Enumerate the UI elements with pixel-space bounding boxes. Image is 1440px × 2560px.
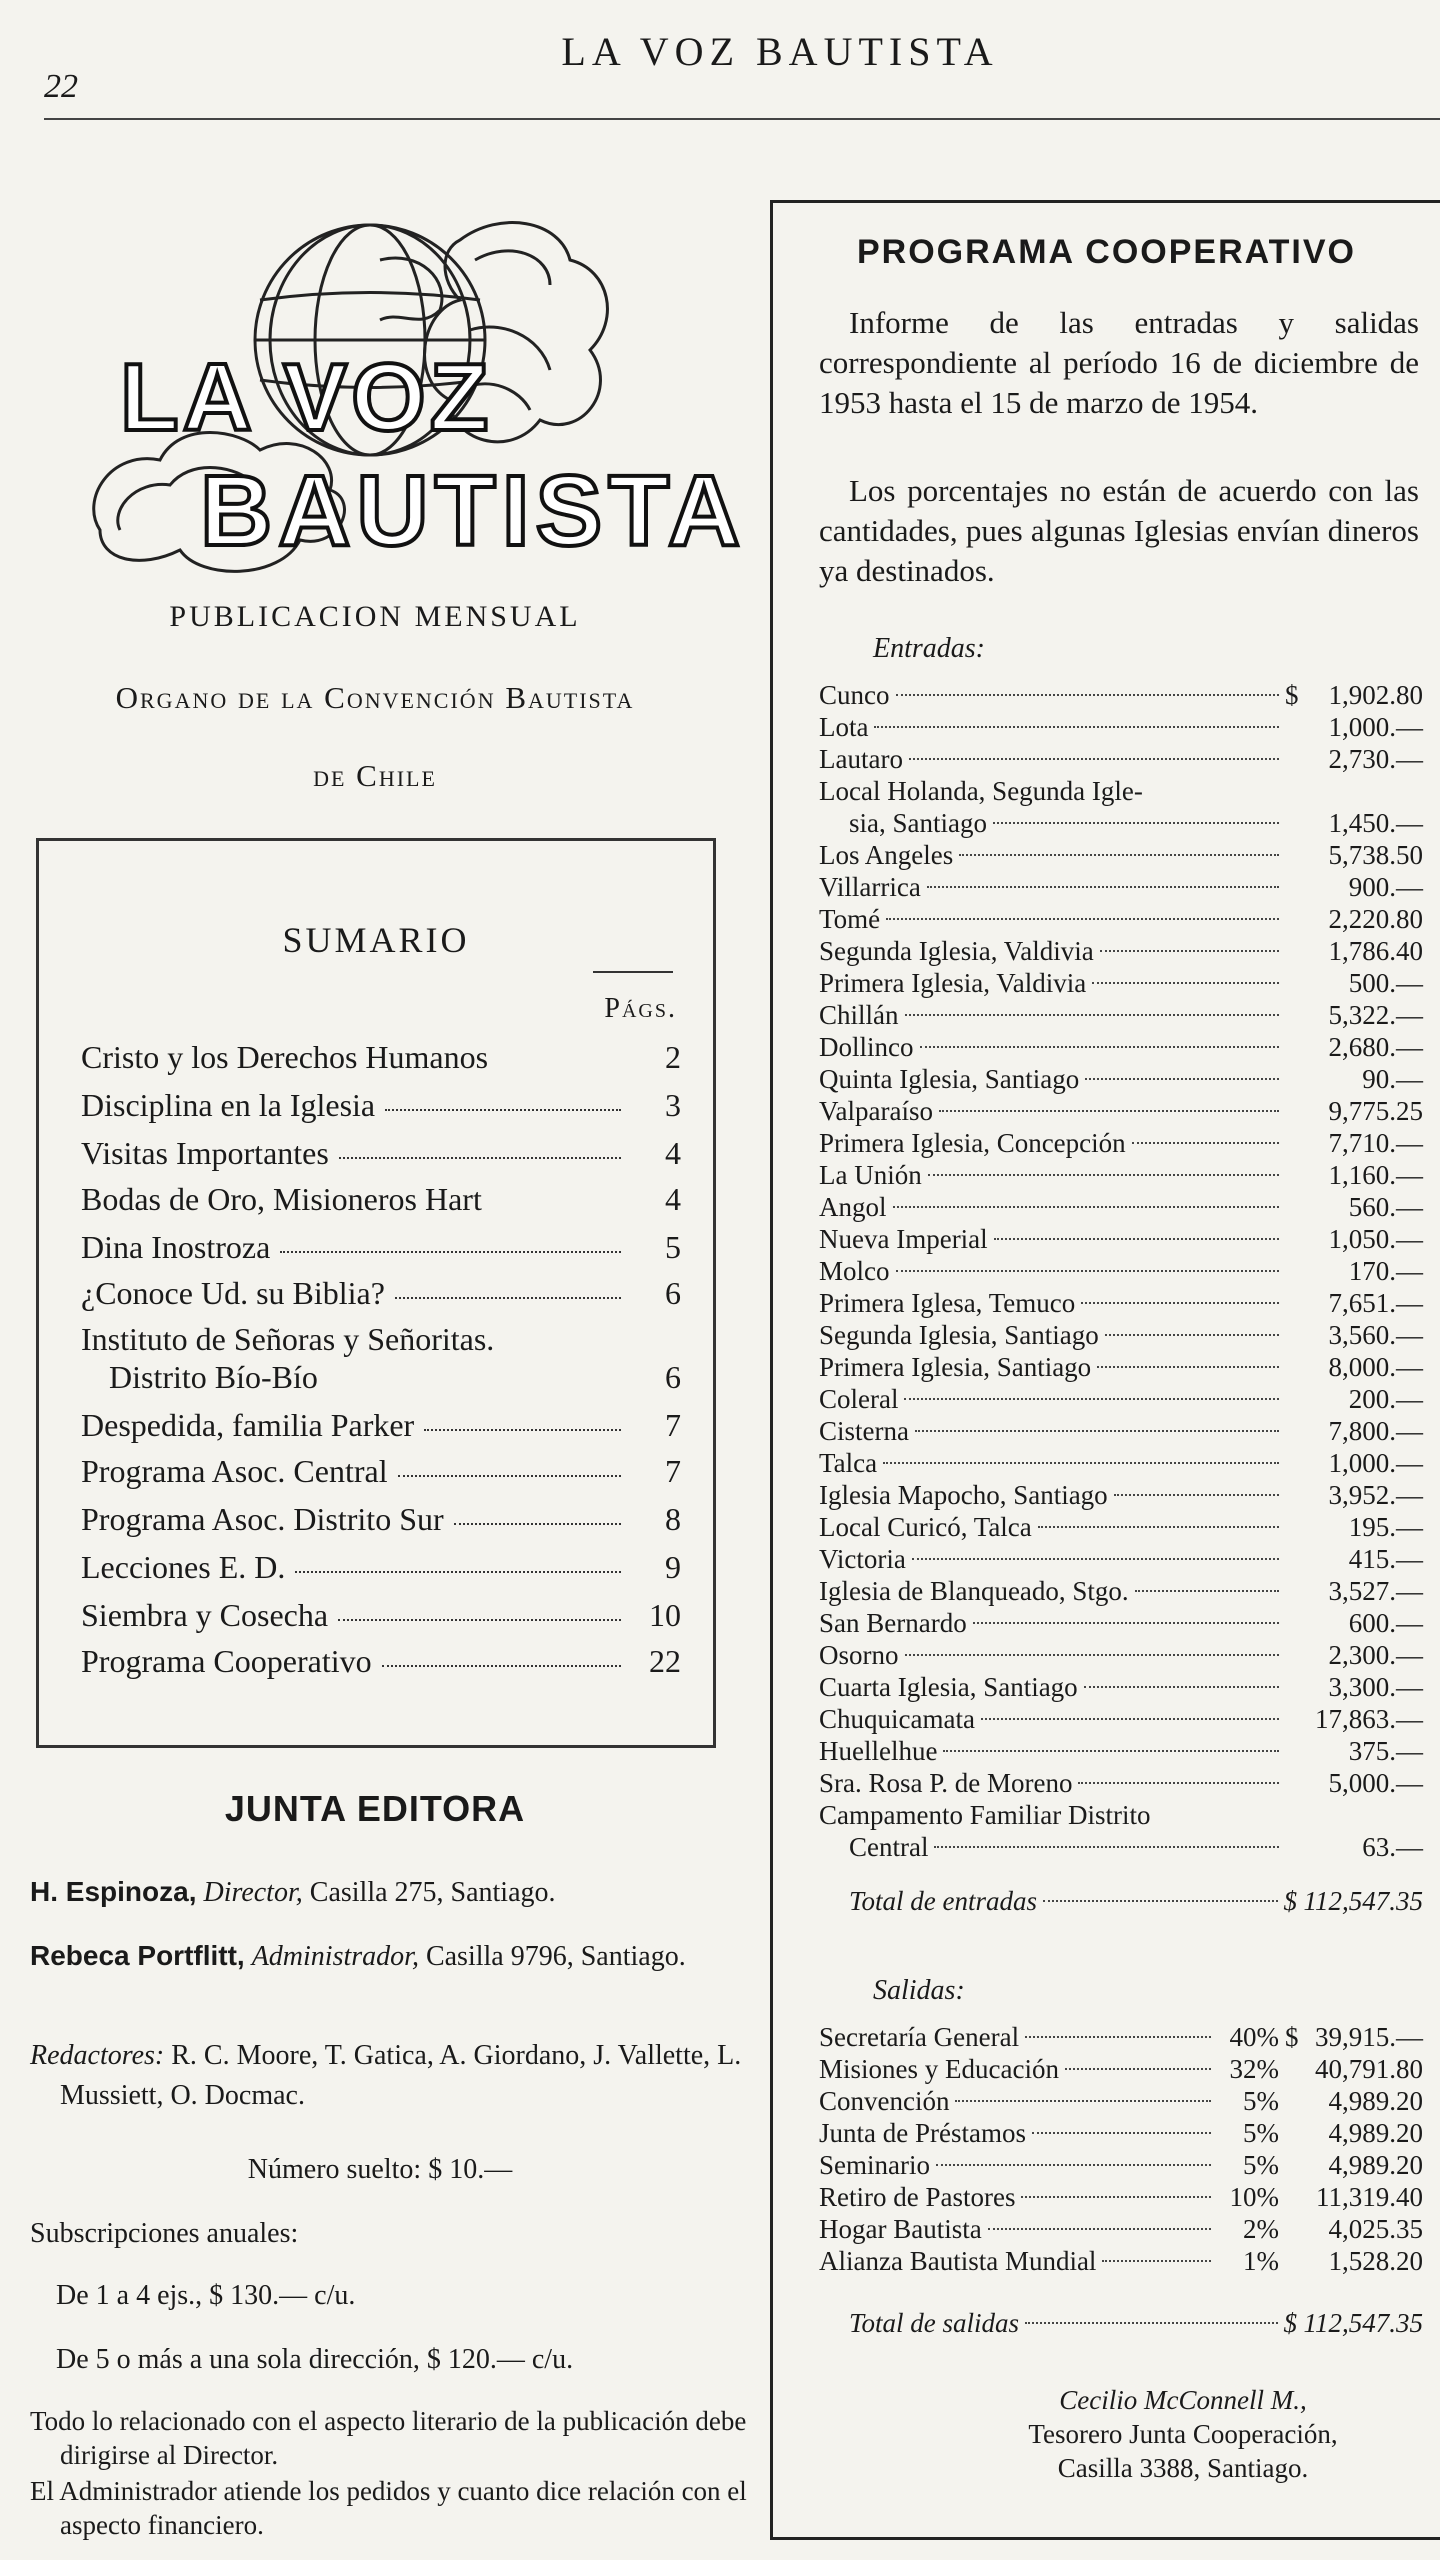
row-label: Primera Iglesia, Valdivia bbox=[819, 968, 1087, 998]
entrada-row bbox=[819, 1191, 1423, 1223]
row-amount: 195.— bbox=[1348, 1512, 1423, 1542]
row-amount: 1,902.80 bbox=[1328, 680, 1423, 710]
signature-title: Tesorero Junta Cooperación, bbox=[1028, 2419, 1338, 2449]
row-amount: 7,800.— bbox=[1328, 1416, 1423, 1446]
publication-organ: Organo de la Convención Bautista bbox=[115, 680, 635, 715]
row-amount: 4,025.35 bbox=[1328, 2214, 1423, 2244]
row-amount: 500.— bbox=[1348, 968, 1423, 998]
row-amount: 5,322.— bbox=[1328, 1000, 1423, 1030]
row-amount: 560.— bbox=[1348, 1192, 1423, 1222]
entrada-row bbox=[819, 1575, 1423, 1607]
salida-row bbox=[819, 2053, 1423, 2085]
leader-dots bbox=[1084, 1686, 1279, 1688]
leader-dots bbox=[896, 1270, 1280, 1272]
row-label: Central bbox=[849, 1832, 929, 1862]
row-label: Junta de Préstamos bbox=[819, 2118, 1026, 2148]
row-label: Lautaro bbox=[819, 744, 903, 774]
row-label: sia, Santiago bbox=[849, 808, 987, 838]
entrada-row bbox=[819, 1735, 1423, 1767]
leader-dots bbox=[1135, 1590, 1279, 1592]
row-label: Coleral bbox=[819, 1384, 899, 1414]
row-amount: 4,989.20 bbox=[1328, 2118, 1423, 2148]
leader-dots bbox=[973, 1622, 1279, 1624]
row-amount: 3,300.— bbox=[1328, 1672, 1423, 1702]
leader-dots bbox=[1092, 982, 1279, 984]
row-label: Quinta Iglesia, Santiago bbox=[819, 1064, 1080, 1094]
row-amount: 112,547.35 bbox=[1303, 1886, 1423, 1916]
note-literario: Todo lo relacionado con el aspecto literario de la publicación debe dirigirse al Director. bbox=[30, 2406, 747, 2470]
row-amount: 3,527.— bbox=[1328, 1576, 1423, 1606]
row-amount: 1,160.— bbox=[1328, 1160, 1423, 1190]
leader-dots bbox=[934, 1846, 1279, 1848]
salida-row bbox=[819, 2021, 1423, 2053]
row-currency: $ bbox=[1285, 680, 1299, 710]
row-amount: 170.— bbox=[1348, 1256, 1423, 1286]
row-percent: 32% bbox=[1229, 2054, 1279, 2084]
leader-dots bbox=[1081, 1302, 1279, 1304]
row-label: San Bernardo bbox=[819, 1608, 967, 1638]
salida-row bbox=[819, 2085, 1423, 2117]
entrada-row bbox=[819, 999, 1423, 1031]
total-salidas-row bbox=[849, 2307, 1423, 2339]
leader-dots bbox=[883, 1462, 1279, 1464]
row-label: Segunda Iglesia, Valdivia bbox=[819, 936, 1094, 966]
entrada-row bbox=[819, 1767, 1423, 1799]
toc-item: Siembra y Cosecha 10 bbox=[81, 1597, 681, 1633]
salida-row bbox=[819, 2213, 1423, 2245]
leader-dots bbox=[981, 1718, 1279, 1720]
subscription-rate-1: De 1 a 4 ejs., $ 130.— c/u. bbox=[56, 2280, 356, 2311]
entrada-row bbox=[819, 1319, 1423, 1351]
note-administrador: El Administrador atiende los pedidos y cuanto dice relación con el aspecto financiero. bbox=[30, 2476, 747, 2540]
entrada-row bbox=[819, 1287, 1423, 1319]
row-label: Molco bbox=[819, 1256, 890, 1286]
row-currency: $ bbox=[1283, 1886, 1297, 1916]
running-head: LA VOZ BAUTISTA bbox=[561, 29, 999, 74]
row-label: Angol bbox=[819, 1192, 887, 1222]
row-label: Cisterna bbox=[819, 1416, 909, 1446]
row-amount: 600.— bbox=[1348, 1608, 1423, 1638]
sumario-title: SUMARIO bbox=[282, 920, 470, 960]
leader-dots bbox=[1043, 1900, 1277, 1902]
row-label: Convención bbox=[819, 2086, 950, 2116]
junta-editora-title: JUNTA EDITORA bbox=[224, 1788, 526, 1829]
entrada-row bbox=[819, 871, 1423, 903]
leader-dots bbox=[943, 1750, 1279, 1752]
row-amount: 63.— bbox=[1362, 1832, 1423, 1862]
leader-dots bbox=[896, 694, 1280, 696]
administrador-line: Rebeca Portflitt, Administrador, Casilla 9796, Santiago. bbox=[30, 1940, 686, 1972]
row-amount: 112,547.35 bbox=[1303, 2308, 1423, 2338]
entrada-row bbox=[819, 967, 1423, 999]
row-amount: 4,989.20 bbox=[1328, 2086, 1423, 2116]
entrada-row bbox=[819, 1031, 1423, 1063]
entrada-row: Campamento Familiar Distrito bbox=[819, 1800, 1151, 1830]
row-label: Huellelhue bbox=[819, 1736, 938, 1766]
toc-item: Lecciones E. D. 9 bbox=[81, 1549, 681, 1585]
entrada-row-continuation bbox=[849, 807, 1423, 839]
leader-dots bbox=[893, 1206, 1280, 1208]
row-percent: 10% bbox=[1229, 2182, 1279, 2212]
row-amount: 1,000.— bbox=[1328, 712, 1423, 742]
toc-item: ¿Conoce Ud. su Biblia? 6 bbox=[81, 1275, 681, 1311]
row-label: Dollinco bbox=[819, 1032, 914, 1062]
leader-dots bbox=[920, 1046, 1280, 1048]
salida-row bbox=[819, 2117, 1423, 2149]
leader-dots bbox=[1025, 2036, 1211, 2038]
leader-dots bbox=[1078, 1782, 1279, 1784]
programa-intro: Informe de las entradas y salidas correspondiente al período 16 de diciembre de 1953 hasta el 15 de marzo de 1954. bbox=[819, 305, 1419, 420]
row-amount: 5,000.— bbox=[1328, 1768, 1423, 1798]
row-amount: 2,220.80 bbox=[1328, 904, 1423, 934]
entrada-row: Local Holanda, Segunda Igle- bbox=[819, 776, 1143, 806]
leader-dots bbox=[1065, 2068, 1211, 2070]
entrada-row bbox=[819, 1703, 1423, 1735]
salida-row bbox=[819, 2245, 1423, 2277]
row-percent: 5% bbox=[1243, 2086, 1279, 2116]
row-label: Los Angeles bbox=[819, 840, 954, 870]
row-percent: 5% bbox=[1243, 2150, 1279, 2180]
leader-dots bbox=[927, 886, 1279, 888]
row-label: Valparaíso bbox=[819, 1096, 933, 1126]
row-label: Iglesia Mapocho, Santiago bbox=[819, 1480, 1108, 1510]
row-amount: 2,680.— bbox=[1328, 1032, 1423, 1062]
row-amount: 3,952.— bbox=[1328, 1480, 1423, 1510]
row-amount: 7,651.— bbox=[1328, 1288, 1423, 1318]
leader-dots bbox=[886, 918, 1279, 920]
row-amount: 8,000.— bbox=[1328, 1352, 1423, 1382]
toc-item: Instituto de Señoras y Señoritas. bbox=[81, 1321, 495, 1357]
salida-row bbox=[819, 2181, 1423, 2213]
row-label: Misiones y Educación bbox=[819, 2054, 1059, 2084]
row-amount: 375.— bbox=[1348, 1736, 1423, 1766]
director-line: H. Espinoza, Director, Casilla 275, Santiago. bbox=[30, 1876, 556, 1908]
entrada-row bbox=[819, 1671, 1423, 1703]
sumario-box bbox=[36, 838, 716, 1748]
salida-row bbox=[819, 2149, 1423, 2181]
row-label: Local Curicó, Talca bbox=[819, 1512, 1032, 1542]
row-currency: $ bbox=[1285, 2022, 1299, 2052]
row-amount: 11,319.40 bbox=[1316, 2182, 1423, 2212]
entrada-row bbox=[819, 1127, 1423, 1159]
row-label: Sra. Rosa P. de Moreno bbox=[819, 1768, 1073, 1798]
toc-item: Disciplina en la Iglesia 3 bbox=[81, 1087, 681, 1123]
row-label: Villarrica bbox=[819, 872, 921, 902]
row-label: Segunda Iglesia, Santiago bbox=[819, 1320, 1099, 1350]
leader-dots bbox=[1105, 1334, 1279, 1336]
leader-dots bbox=[994, 1238, 1279, 1240]
row-amount: 2,300.— bbox=[1328, 1640, 1423, 1670]
leader-dots bbox=[988, 2228, 1211, 2230]
programa-cooperativo-box bbox=[770, 200, 1440, 2540]
entrada-row bbox=[819, 1383, 1423, 1415]
row-label: Secretaría General bbox=[819, 2022, 1020, 2052]
programa-title: PROGRAMA COOPERATIVO bbox=[856, 233, 1357, 271]
leader-dots bbox=[905, 1654, 1280, 1656]
redactores-line: Redactores: R. C. Moore, T. Gatica, A. Giordano, J. Vallette, L. Mussiett, O. Docmac. bbox=[30, 2040, 742, 2111]
entradas-heading: Entradas: bbox=[873, 633, 985, 664]
header-rule bbox=[44, 118, 1440, 120]
entrada-row bbox=[819, 1063, 1423, 1095]
row-amount: 7,710.— bbox=[1328, 1128, 1423, 1158]
leader-dots bbox=[1025, 2322, 1277, 2324]
toc-item: Bodas de Oro, Misioneros Hart 4 bbox=[81, 1181, 681, 1217]
row-amount: 200.— bbox=[1348, 1384, 1423, 1414]
entrada-row bbox=[819, 1447, 1423, 1479]
row-percent: 2% bbox=[1243, 2214, 1279, 2244]
entrada-row bbox=[819, 1255, 1423, 1287]
entrada-row bbox=[819, 679, 1423, 711]
toc-item: Programa Asoc. Distrito Sur 8 bbox=[81, 1501, 681, 1537]
row-label: Tomé bbox=[819, 904, 881, 934]
row-label: Nueva Imperial bbox=[819, 1224, 988, 1254]
sumario-rule bbox=[593, 971, 673, 973]
salidas-heading: Salidas: bbox=[873, 1975, 965, 2006]
entrada-row bbox=[819, 1415, 1423, 1447]
entrada-row bbox=[819, 1479, 1423, 1511]
masthead-logo bbox=[80, 200, 747, 620]
row-percent: 40% bbox=[1229, 2022, 1279, 2052]
row-amount: 1,528.20 bbox=[1328, 2246, 1423, 2276]
entrada-row bbox=[819, 1639, 1423, 1671]
leader-dots bbox=[874, 726, 1279, 728]
row-label: Chillán bbox=[819, 1000, 899, 1030]
toc-item: Programa Cooperativo 22 bbox=[81, 1643, 681, 1679]
row-label: Total de salidas bbox=[849, 2308, 1020, 2338]
entrada-row bbox=[819, 1223, 1423, 1255]
entrada-row bbox=[819, 1511, 1423, 1543]
row-amount: 3,560.— bbox=[1328, 1320, 1423, 1350]
row-label: Cunco bbox=[819, 680, 890, 710]
row-label: Cuarta Iglesia, Santiago bbox=[819, 1672, 1078, 1702]
signature-address: Casilla 3388, Santiago. bbox=[1057, 2453, 1309, 2483]
row-amount: 17,863.— bbox=[1315, 1704, 1423, 1734]
leader-dots bbox=[904, 1398, 1279, 1400]
leader-dots bbox=[1032, 2132, 1211, 2134]
row-label: Chuquicamata bbox=[819, 1704, 975, 1734]
row-percent: 1% bbox=[1243, 2246, 1279, 2276]
row-amount: 1,450.— bbox=[1328, 808, 1423, 838]
leader-dots bbox=[1102, 2260, 1211, 2262]
row-label: Hogar Bautista bbox=[819, 2214, 982, 2244]
signature-name: Cecilio McConnell M., bbox=[1059, 2385, 1307, 2415]
subscription-rate-2: De 5 o más a una sola dirección, $ 120.— c/u. bbox=[56, 2344, 574, 2375]
entrada-row bbox=[819, 1159, 1423, 1191]
row-currency: $ bbox=[1283, 2308, 1297, 2338]
leader-dots bbox=[993, 822, 1279, 824]
entrada-row bbox=[819, 1543, 1423, 1575]
leader-dots bbox=[912, 1558, 1279, 1560]
row-amount: 4,989.20 bbox=[1328, 2150, 1423, 2180]
page-number: 22 bbox=[44, 68, 78, 105]
row-label: Total de entradas bbox=[849, 1886, 1038, 1916]
row-amount: 40,791.80 bbox=[1315, 2054, 1423, 2084]
leader-dots bbox=[1132, 1142, 1279, 1144]
leader-dots bbox=[909, 758, 1279, 760]
svg-text:BAUTISTA: BAUTISTA bbox=[200, 455, 747, 567]
entrada-row bbox=[819, 839, 1423, 871]
row-amount: 900.— bbox=[1348, 872, 1423, 902]
entrada-row bbox=[819, 935, 1423, 967]
row-label: Primera Iglesa, Temuco bbox=[819, 1288, 1076, 1318]
row-amount: 415.— bbox=[1348, 1544, 1423, 1574]
row-label: Lota bbox=[819, 712, 869, 742]
row-label: Retiro de Pastores bbox=[819, 2182, 1016, 2212]
total-entradas-row bbox=[849, 1885, 1423, 1917]
row-label: Seminario bbox=[819, 2150, 930, 2180]
row-amount: 5,738.50 bbox=[1328, 840, 1423, 870]
row-label: Osorno bbox=[819, 1640, 899, 1670]
subscriptions-label: Subscripciones anuales: bbox=[30, 2218, 299, 2249]
row-amount: 1,000.— bbox=[1328, 1448, 1423, 1478]
entrada-row bbox=[819, 1095, 1423, 1127]
leader-dots bbox=[959, 854, 1279, 856]
publication-frequency: PUBLICACION MENSUAL bbox=[169, 600, 581, 633]
leader-dots bbox=[955, 2100, 1211, 2102]
leader-dots bbox=[1114, 1494, 1279, 1496]
entrada-row bbox=[819, 1351, 1423, 1383]
entrada-row bbox=[819, 1607, 1423, 1639]
row-amount: 39,915.— bbox=[1315, 2022, 1423, 2052]
entrada-row bbox=[819, 711, 1423, 743]
row-label: Talca bbox=[819, 1448, 878, 1478]
entrada-row bbox=[819, 903, 1423, 935]
svg-text:LA VOZ: LA VOZ bbox=[120, 344, 493, 451]
numero-suelto: Número suelto: $ 10.— bbox=[247, 2154, 513, 2185]
leader-dots bbox=[905, 1014, 1280, 1016]
row-label: Iglesia de Blanqueado, Stgo. bbox=[819, 1576, 1129, 1606]
row-amount: 9,775.25 bbox=[1328, 1096, 1423, 1126]
leader-dots bbox=[936, 2164, 1211, 2166]
leader-dots bbox=[1085, 1078, 1279, 1080]
publication-country: de Chile bbox=[313, 758, 437, 793]
leader-dots bbox=[928, 1174, 1279, 1176]
leader-dots bbox=[915, 1430, 1279, 1432]
leader-dots bbox=[1100, 950, 1279, 952]
leader-dots bbox=[939, 1110, 1279, 1112]
toc-item: Visitas Importantes 4 bbox=[81, 1135, 681, 1171]
leader-dots bbox=[1097, 1366, 1279, 1368]
leader-dots bbox=[1038, 1526, 1279, 1528]
row-amount: 2,730.— bbox=[1328, 744, 1423, 774]
row-percent: 5% bbox=[1243, 2118, 1279, 2148]
toc-item: Programa Asoc. Central 7 bbox=[81, 1453, 681, 1489]
entrada-row-continuation bbox=[849, 1831, 1423, 1863]
programa-note: Los porcentajes no están de acuerdo con las cantidades, pues algunas Iglesias envían dineros ya destinados. bbox=[819, 473, 1419, 588]
toc-item-continuation: Distrito Bío-Bío 6 bbox=[109, 1359, 681, 1395]
leader-dots bbox=[1021, 2196, 1211, 2198]
row-label: La Unión bbox=[819, 1160, 922, 1190]
toc-item: Dina Inostroza 5 bbox=[81, 1229, 681, 1265]
row-amount: 1,050.— bbox=[1328, 1224, 1423, 1254]
pages-label: Págs. bbox=[604, 993, 677, 1024]
row-amount: 1,786.40 bbox=[1328, 936, 1423, 966]
entrada-row bbox=[819, 743, 1423, 775]
row-label: Alianza Bautista Mundial bbox=[819, 2246, 1097, 2276]
toc-item: Despedida, familia Parker 7 bbox=[81, 1407, 681, 1443]
row-label: Primera Iglesia, Concepción bbox=[819, 1128, 1126, 1158]
row-label: Victoria bbox=[819, 1544, 906, 1574]
row-label: Primera Iglesia, Santiago bbox=[819, 1352, 1092, 1382]
logo-illustration bbox=[80, 200, 747, 620]
row-amount: 90.— bbox=[1362, 1064, 1423, 1094]
toc-item: Cristo y los Derechos Humanos 2 bbox=[81, 1039, 681, 1075]
